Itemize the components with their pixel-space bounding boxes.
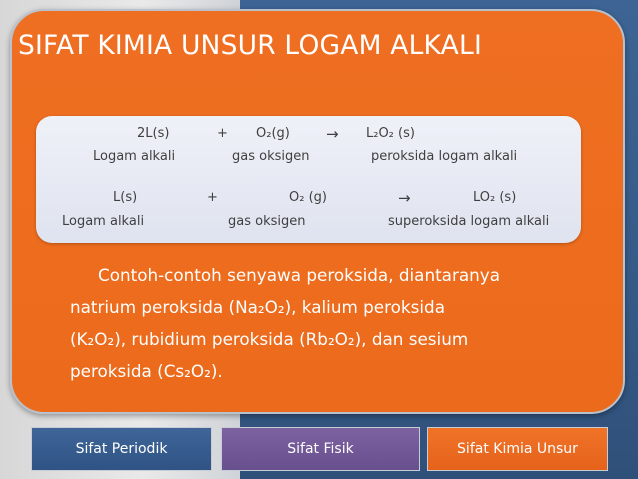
reaction-2-label-1: Logam alkali	[62, 214, 145, 229]
reaction-1-product: L₂O₂ (s)	[366, 126, 415, 141]
body-line-2: natrium peroksida (Na₂O₂), kalium peroksida	[70, 297, 445, 317]
reaction-2-arrow: →	[398, 189, 411, 207]
body-line-1: Contoh-contoh senyawa peroksida, diantaranya	[98, 265, 500, 285]
reaction-2-reactant-2: O₂ (g)	[289, 190, 327, 205]
reaction-1-label-3: peroksida logam alkali	[371, 149, 518, 164]
nav-button-sifat-fisik[interactable]	[221, 427, 420, 471]
nav-button-label: Sifat Kimia Unsur	[457, 441, 578, 457]
reaction-2-label-3: superoksida logam alkali	[388, 214, 550, 229]
nav-button-label: Sifat Fisik	[287, 441, 354, 457]
reaction-1-arrow: →	[326, 125, 339, 143]
slide-title: SIFAT KIMIA UNSUR LOGAM ALKALI	[18, 30, 482, 61]
nav-button-label: Sifat Periodik	[75, 441, 168, 457]
reaction-2-plus: +	[207, 190, 218, 205]
reaction-1-reactant-2: O₂(g)	[256, 126, 290, 141]
body-line-3: (K₂O₂), rubidium peroksida (Rb₂O₂), dan sesium	[70, 329, 469, 349]
reaction-2-product: LO₂ (s)	[473, 190, 517, 205]
reaction-1-label-1: Logam alkali	[93, 149, 176, 164]
reaction-2-reactant-1: L(s)	[113, 190, 138, 205]
nav-button-sifat-kimia-unsur[interactable]	[427, 427, 608, 471]
reaction-equation-box	[36, 116, 581, 243]
peroxide-examples-text	[70, 259, 610, 387]
reaction-1-reactant-1: 2L(s)	[137, 126, 170, 141]
reaction-1-plus: +	[217, 126, 228, 141]
reaction-1-label-2: gas oksigen	[232, 149, 310, 164]
nav-button-sifat-periodik[interactable]	[31, 427, 212, 471]
body-line-4: peroksida (Cs₂O₂).	[70, 361, 223, 381]
reaction-2-label-2: gas oksigen	[228, 214, 306, 229]
